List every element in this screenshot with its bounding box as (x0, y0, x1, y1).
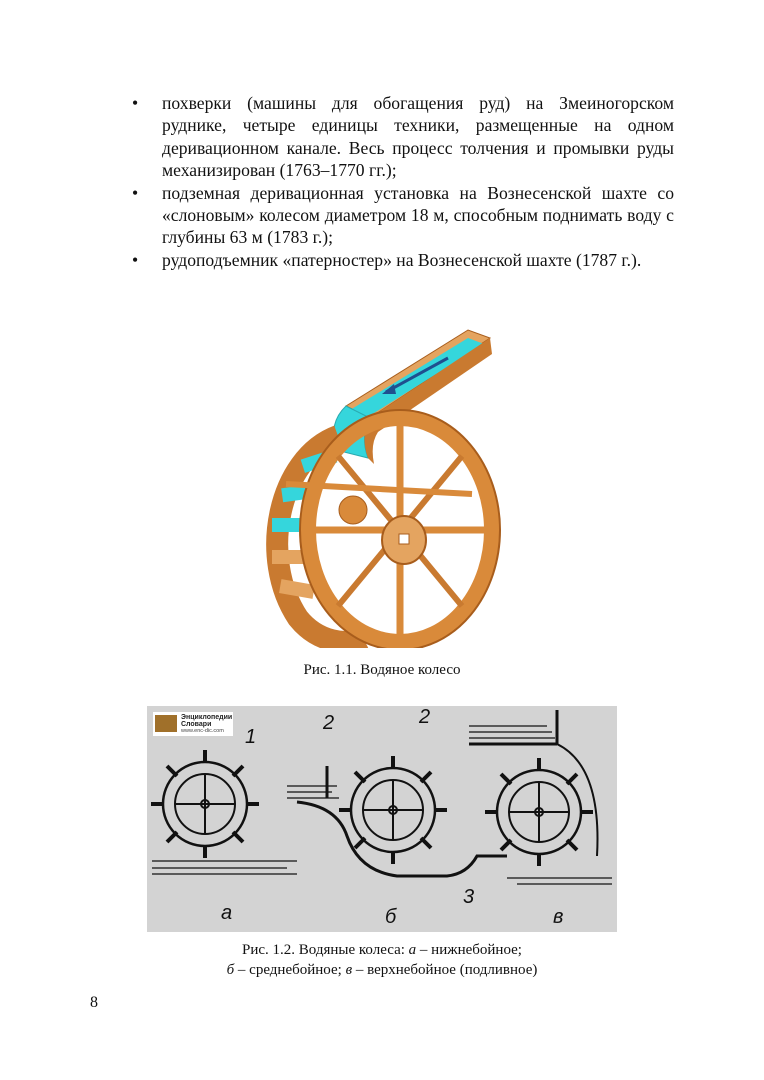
bullet-item (128, 92, 674, 182)
logo-line-3: www.enc-dic.com (181, 728, 224, 734)
caption-a-text: – нижнебойное; (416, 942, 522, 958)
wheel-c (469, 710, 612, 884)
label-a: а (221, 902, 233, 924)
back-hub (339, 496, 367, 524)
bullet-text: подземная деривационная установка на Вознесенской шахте со «слоновым» колесом диаметром 18 м, способным поднимать воду с глубины 63 м (1783 г.); (162, 182, 674, 248)
hub-center (399, 534, 409, 544)
bullet-text: похверки (машины для обогащения руд) на Змеиногорском руднике, четыре единицы техники, размещенные на одном деривационном канале. Весь процесс толчения и промывки руды механизирован (1763–1770 гг.); (162, 93, 674, 181)
water-wheels-diagram (147, 706, 617, 932)
bullet-symbol: • (132, 182, 139, 203)
logo-line-1: Энциклопедии (181, 714, 233, 721)
bullet-symbol: • (132, 93, 139, 113)
bullet-list (128, 92, 674, 271)
caption-line-2 (0, 960, 764, 980)
caption-prefix: Рис. 1.2. Водяные колеса: (242, 942, 409, 958)
bullet-symbol: • (132, 249, 139, 270)
caption-b-text: – среднебойное; (234, 962, 346, 978)
label-3: 3 (463, 886, 475, 908)
figure-1-caption: Рис. 1.1. Водяное колесо (303, 662, 461, 678)
label-b: б (385, 906, 397, 928)
bullet-text: рудоподъемник «патерностер» на Вознесенской шахте (1787 г.). (162, 249, 642, 270)
diagram-drawing (147, 706, 617, 932)
caption-v-text: – верхнебойное (подливное) (352, 962, 538, 978)
encyclopedia-logo (153, 712, 233, 736)
label-2b: 2 (419, 706, 431, 728)
flume-water (350, 338, 484, 418)
bullet-item (128, 249, 674, 271)
book-icon (155, 715, 177, 732)
page-number: 8 (90, 994, 98, 1011)
label-1: 1 (245, 726, 257, 748)
logo-line-2: Словари (181, 721, 212, 728)
bullet-item (128, 182, 674, 249)
label-2a: 2 (323, 712, 335, 734)
caption-line-1 (0, 940, 764, 960)
wheel-a (151, 750, 297, 874)
water-wheel-illustration (258, 318, 508, 648)
figure-2-caption (0, 940, 764, 980)
caption-v-letter: в (345, 962, 353, 978)
caption-b-letter: б (226, 962, 235, 978)
label-v: в (553, 906, 564, 928)
caption-a-letter: а (408, 942, 417, 958)
wheel-b (287, 756, 507, 876)
